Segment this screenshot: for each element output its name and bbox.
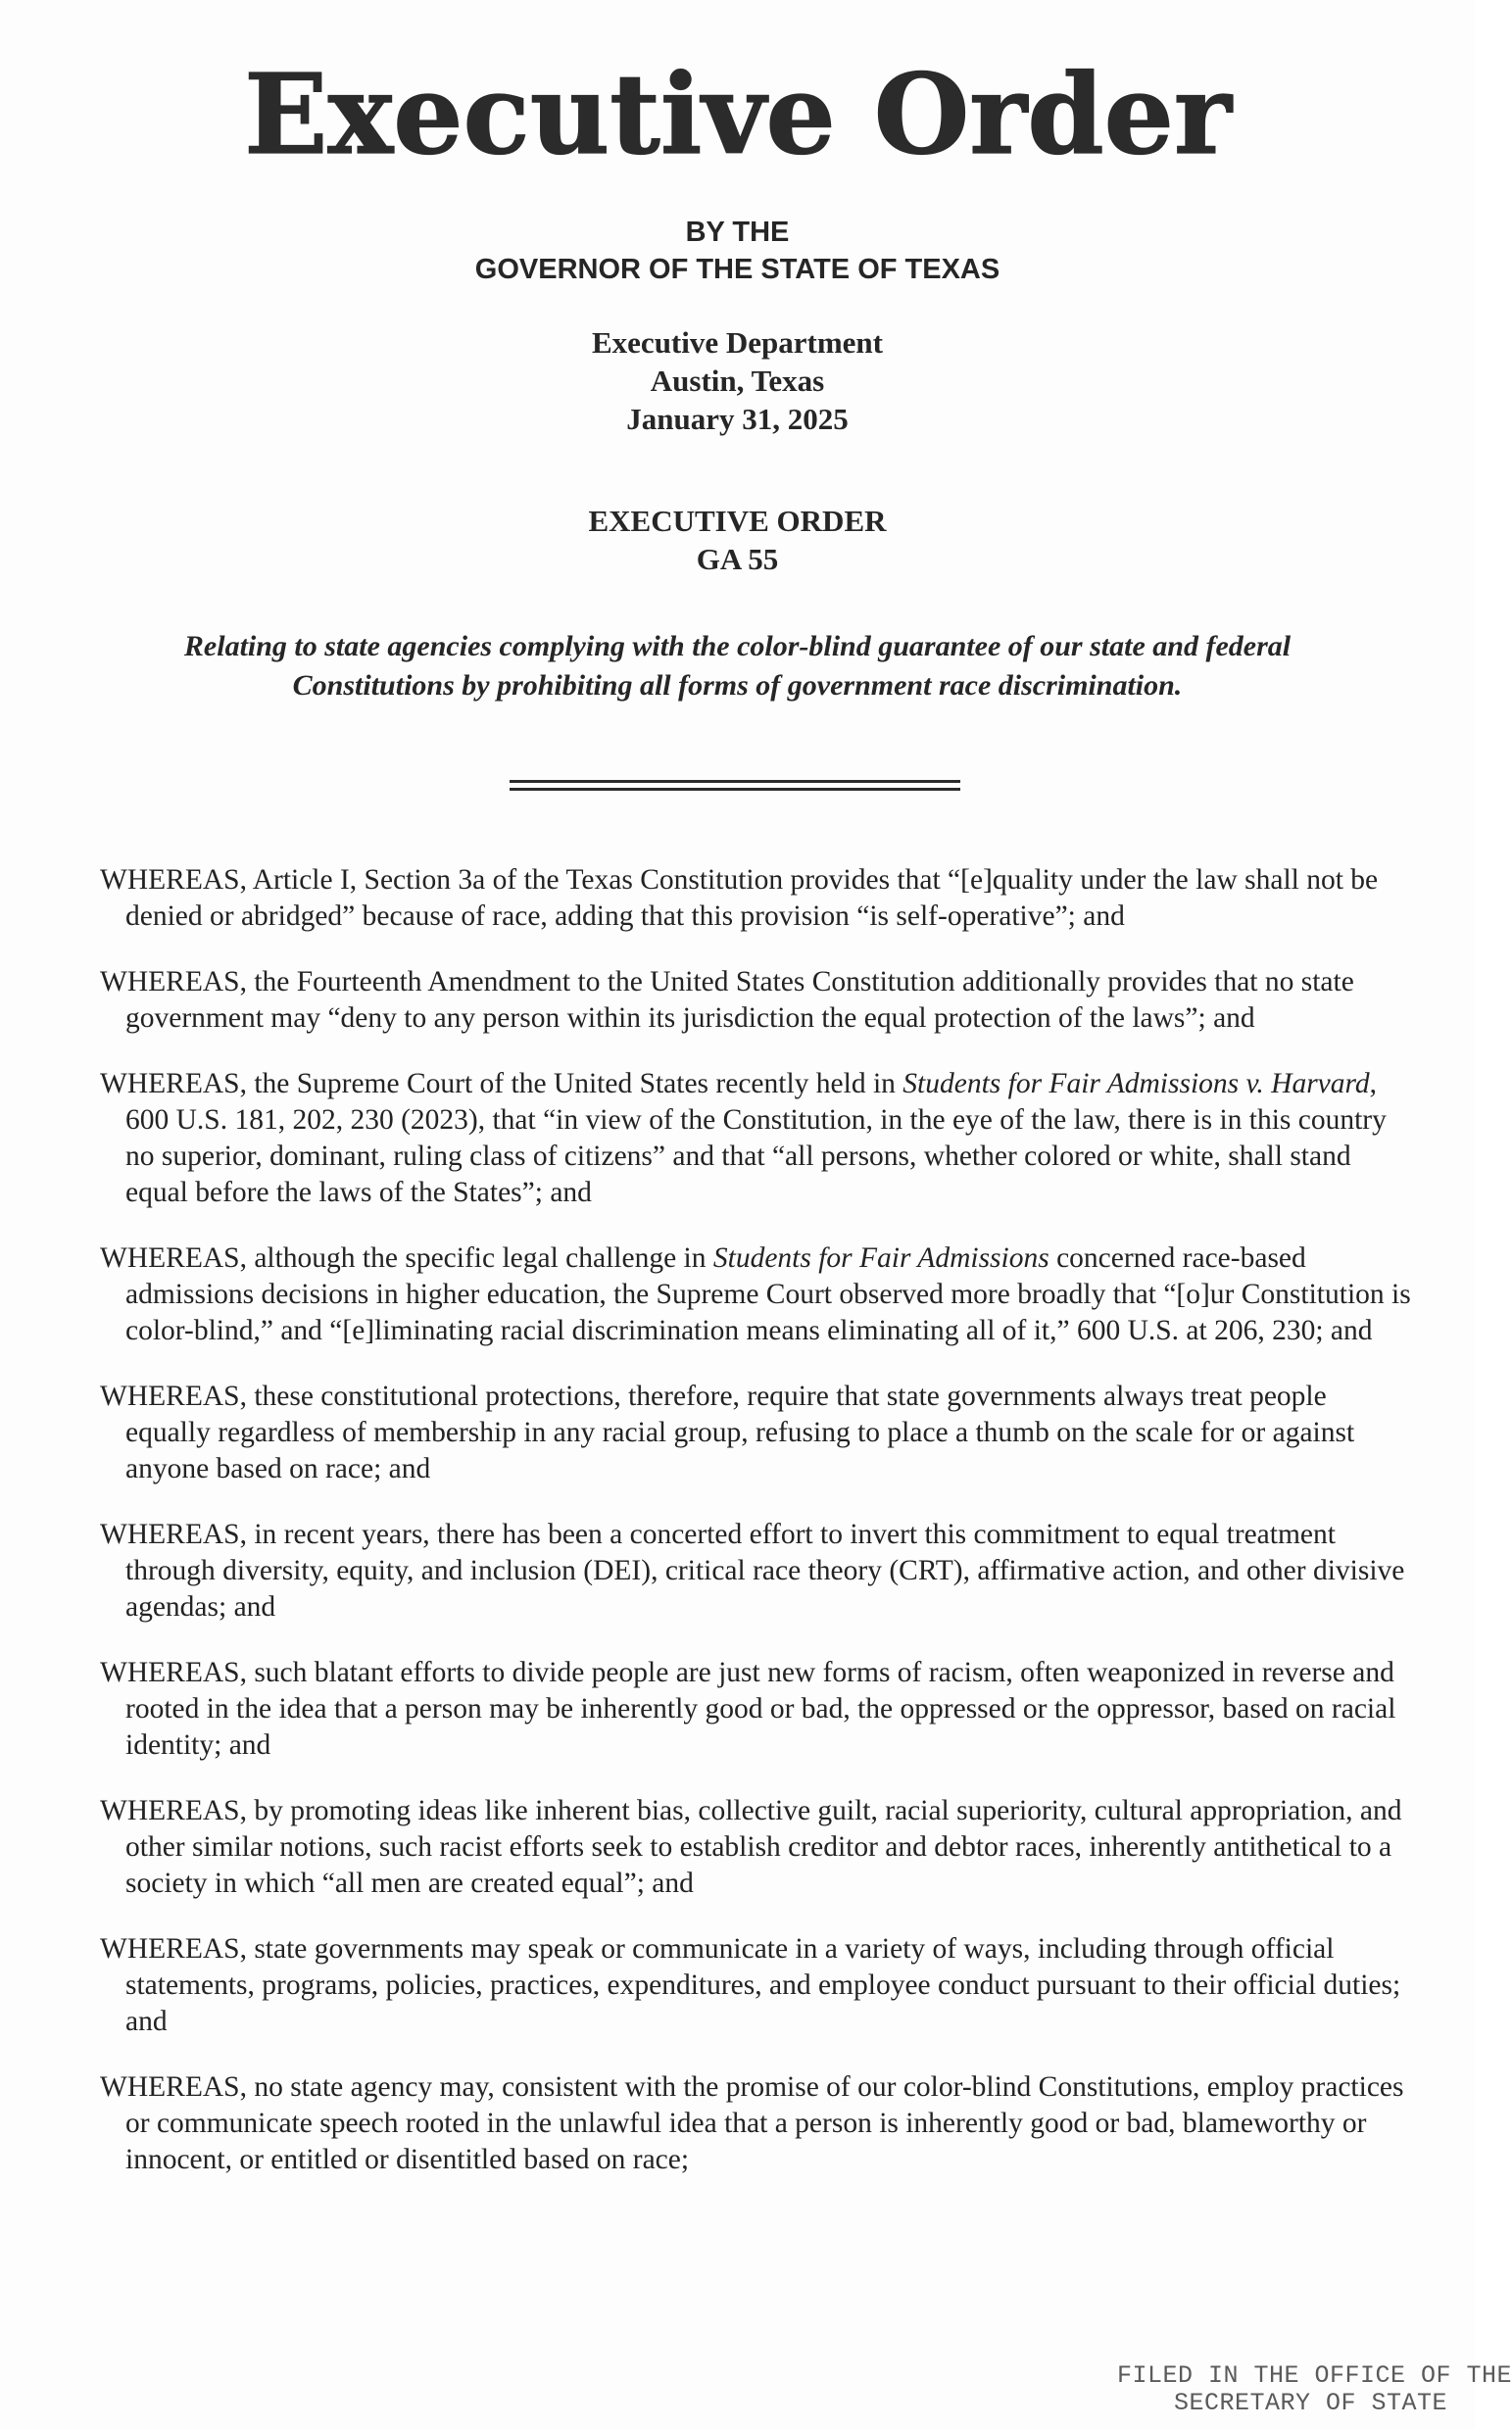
whereas-clause — [100, 1066, 1413, 1211]
clause-text: WHEREAS, these constitutional protections, therefore, require that state governments always treat people equally regardless of membership in any racial group, refusing to place a thumb on the scale for or against anyone based on race; and — [100, 1381, 1355, 1484]
whereas-clause — [100, 964, 1413, 1037]
subject-line-1: Relating to state agencies complying with the color-blind guarantee of our state and federal — [183, 630, 1292, 662]
whereas-clause — [100, 2069, 1413, 2178]
clause-text: WHEREAS, such blatant efforts to divide people are just new forms of racism, often weaponized in reverse and rooted in the idea that a person may be inherently good or bad, the oppressed or the oppressor, based on racial identity; and — [100, 1657, 1396, 1761]
whereas-clause — [100, 1793, 1413, 1902]
whereas-clauses — [100, 862, 1413, 2208]
order-number: GA 55 — [696, 542, 779, 576]
department-block — [0, 323, 1475, 438]
clause-text: WHEREAS, although the specific legal challenge in — [100, 1242, 713, 1274]
clause-text: , 600 U.S. 181, 202, 230 (2023), that “in view of the Constitution, in the eye of the law, there is in this country no superior, dominant, ruling class of citizens” and that “all persons, whether colored or white, shall stand equal before the laws of the States”; and — [125, 1068, 1387, 1208]
whereas-clause — [100, 1931, 1413, 2040]
clause-text: WHEREAS, Article I, Section 3a of the Texas Constitution provides that “[e]quality under the law shall not be denied or abridged” because of race, adding that this provision “is self-operative”; and — [100, 864, 1379, 932]
blackletter-title-logo — [243, 47, 1232, 184]
issuer-block — [0, 214, 1475, 288]
divider-rule-top — [510, 780, 960, 783]
clause-text: WHEREAS, the Supreme Court of the United States recently held in — [100, 1068, 903, 1099]
title-text: Executive Order — [243, 51, 1232, 179]
whereas-clause — [100, 1379, 1413, 1487]
case-name: Students for Fair Admissions v. Harvard — [902, 1068, 1370, 1099]
order-label: EXECUTIVE ORDER — [588, 504, 887, 538]
by-the-line: BY THE — [685, 217, 790, 248]
whereas-clause — [100, 1240, 1413, 1349]
whereas-clause — [100, 862, 1413, 935]
clause-text: concerned race-based admissions decisions in higher education, the Supreme Court observed more broadly that “[o]ur Constitution is color-blind,” and “[e]liminating racial discrimination means eliminating all of it,” 600 U.S. at 206, 230; and — [125, 1242, 1411, 1346]
stamp-line-2: SECRETARY OF STATE — [1173, 2389, 1448, 2417]
date-line: January 31, 2025 — [626, 402, 849, 436]
whereas-clause — [100, 1655, 1413, 1764]
divider-rule-bottom — [510, 788, 960, 791]
clause-text: WHEREAS, no state agency may, consistent with the promise of our color-blind Constitutions, employ practices or communicate speech rooted in the unlawful idea that a person is inherently good or bad, blameworthy or innocent, or entitled or disentitled based on race; — [100, 2071, 1404, 2175]
governor-line: GOVERNOR OF THE STATE OF TEXAS — [474, 254, 1000, 285]
clause-text: WHEREAS, in recent years, there has been a concerted effort to invert this commitment to equal treatment through diversity, equity, and inclusion (DEI), critical race theory (CRT), affirmative action, and other divisive agendas; and — [100, 1519, 1405, 1623]
clause-text: WHEREAS, state governments may speak or communicate in a variety of ways, including through official statements, programs, policies, practices, expenditures, and employee conduct pursuant to their official duties; and — [100, 1933, 1401, 2037]
clause-text: WHEREAS, by promoting ideas like inherent bias, collective guilt, racial superiority, cultural appropriation, and other similar notions, such racist efforts seek to establish creditor and debtor races, inherently antithetical to a society in which “all men are created equal”; and — [100, 1795, 1402, 1899]
department-line: Executive Department — [592, 325, 883, 360]
city-line: Austin, Texas — [650, 364, 825, 398]
clause-text: WHEREAS, the Fourteenth Amendment to the United States Constitution additionally provides that no state government may “deny to any person within its jurisdiction the equal protection of the laws”; and — [100, 966, 1354, 1034]
subject-line-2: Constitutions by prohibiting all forms of government race discrimination. — [292, 669, 1183, 702]
whereas-clause — [100, 1517, 1413, 1626]
case-name: Students for Fair Admissions — [712, 1242, 1049, 1274]
masthead-title — [0, 47, 1475, 184]
order-id-block — [0, 502, 1475, 578]
stamp-line-1: FILED IN THE OFFICE OF THE — [1117, 2361, 1512, 2390]
filing-stamp — [1117, 2361, 1512, 2417]
subject-block — [98, 627, 1377, 705]
